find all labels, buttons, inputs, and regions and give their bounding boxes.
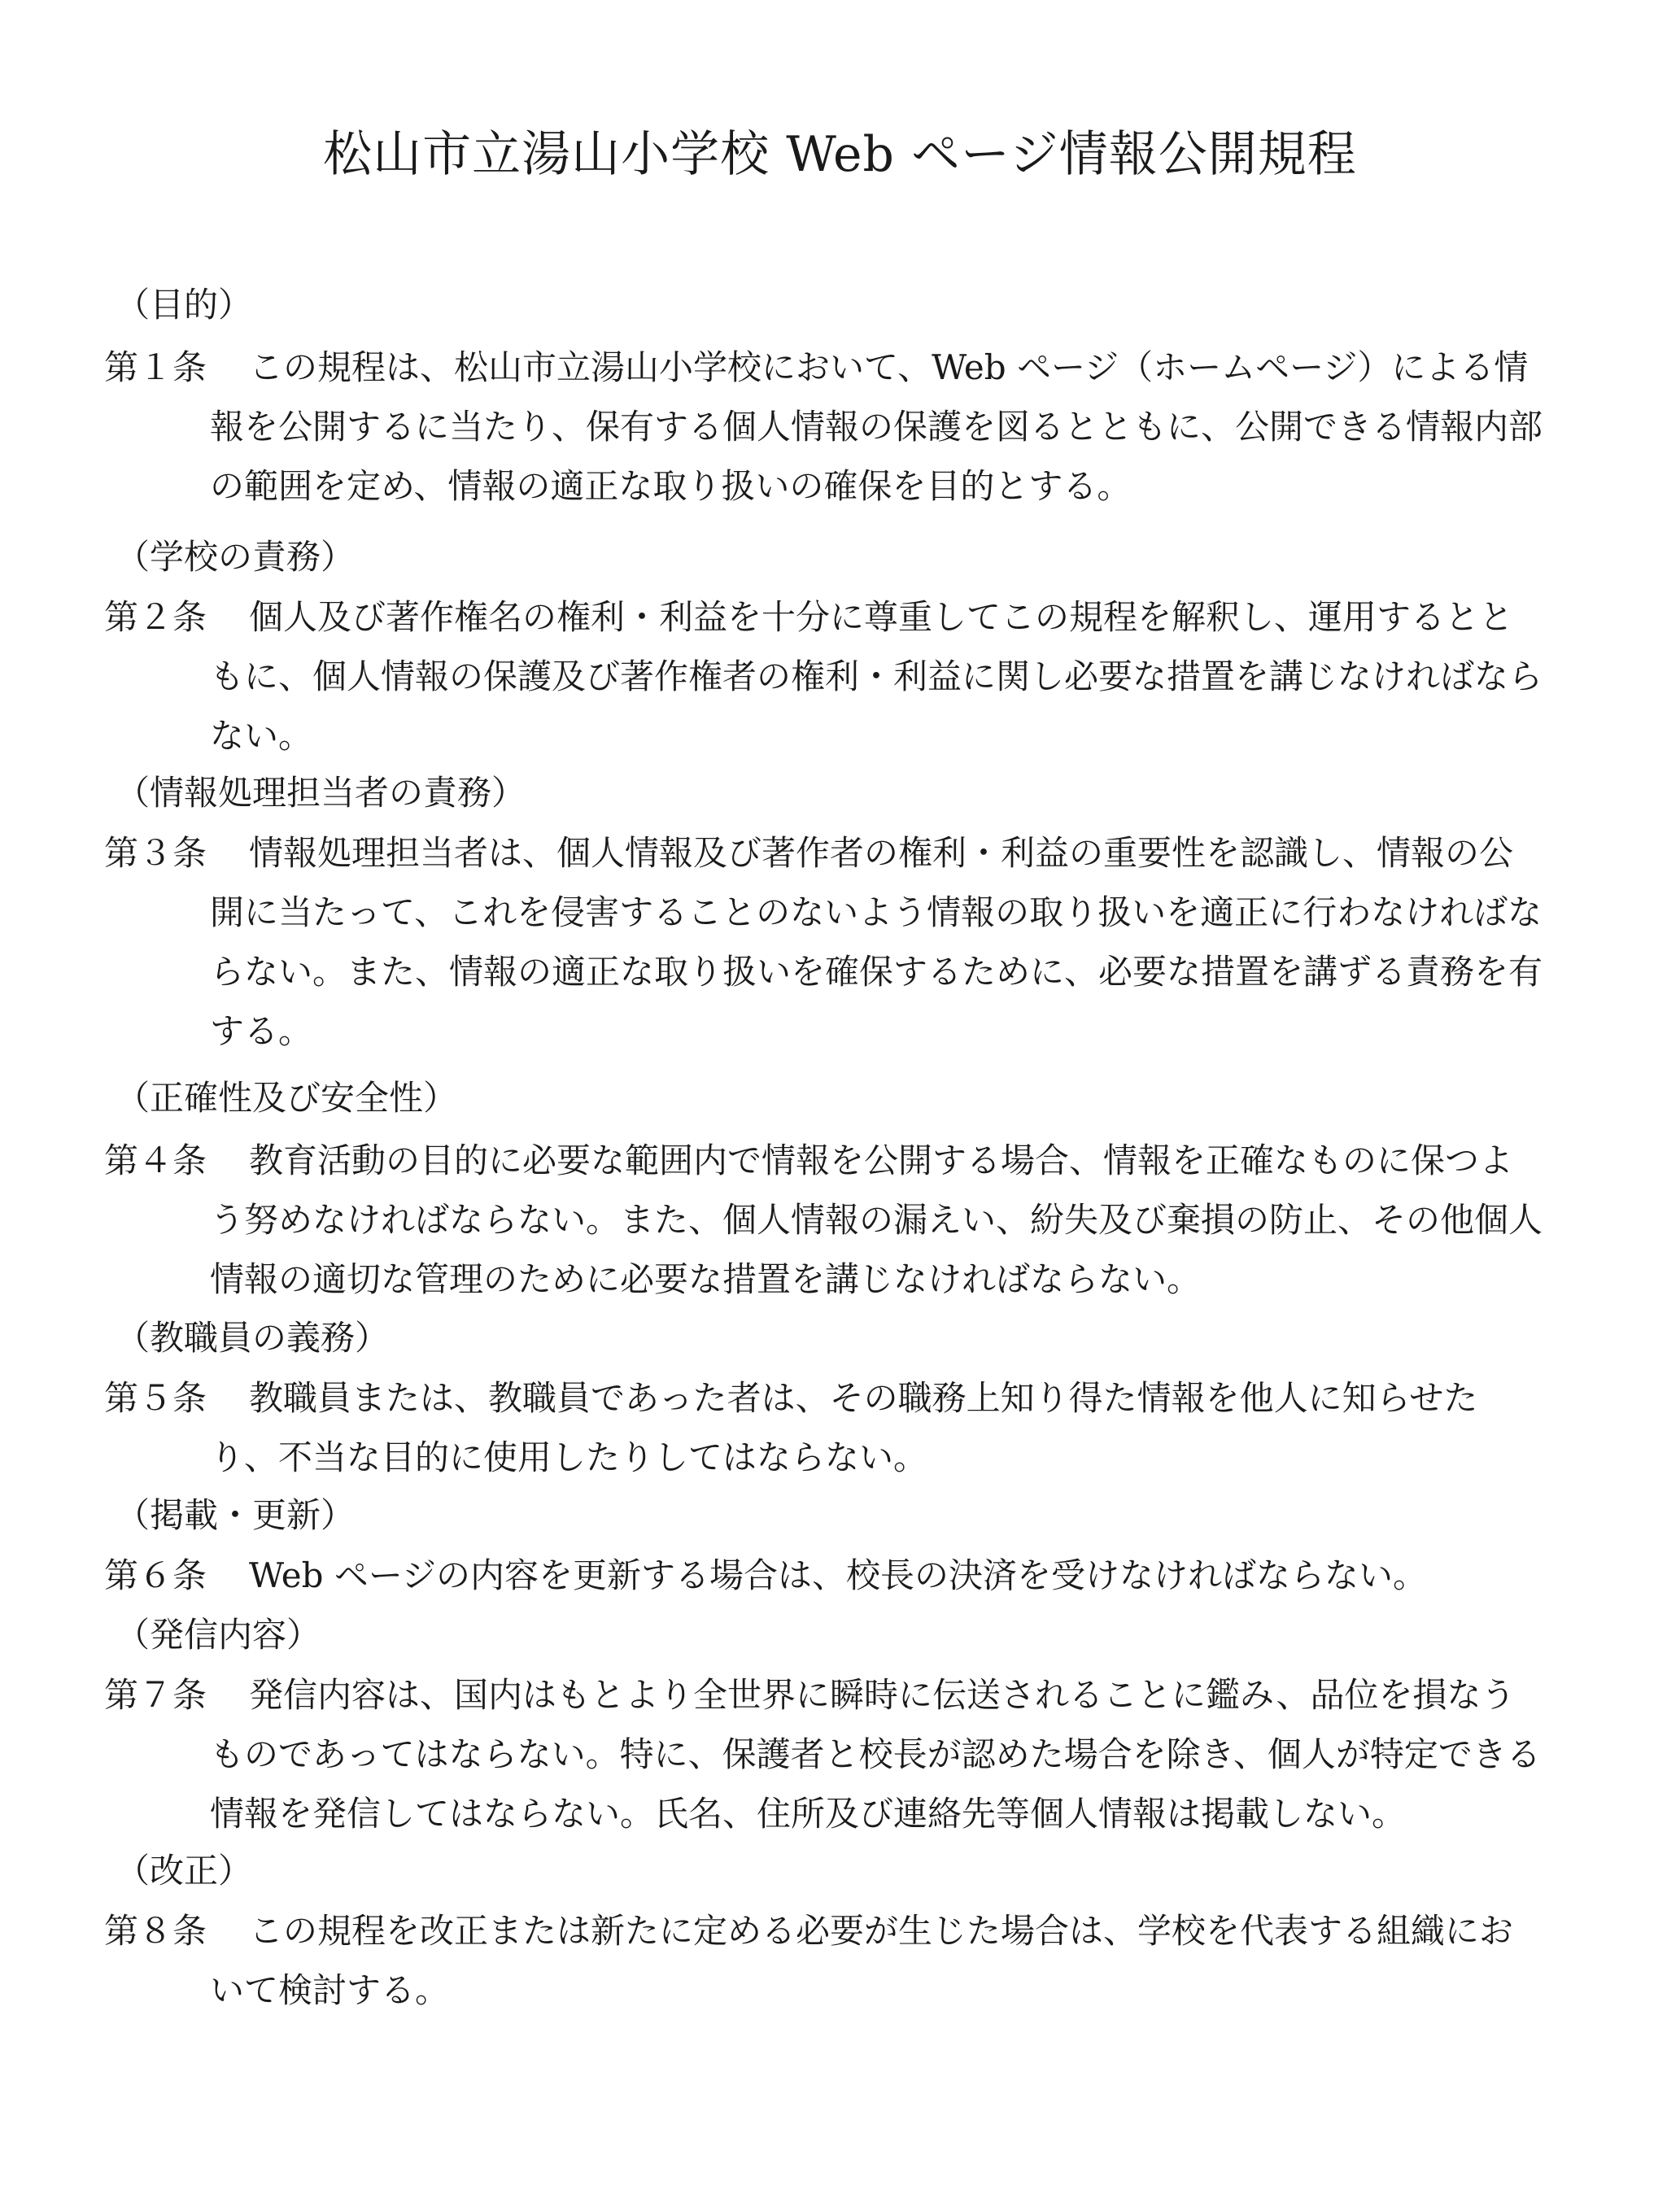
article-8-heading: （改正）	[116, 1851, 253, 1891]
article-1-text: この規程は、松山市立湯山小学校において、Web ページ（ホームページ）による情報を公開するに当たり、保有する個人情報の保護を図るとともに、公開できる情報内部の範囲を定め、情報の適正な取り扱いの確保を目的とする。	[210, 347, 1543, 506]
article-3-text: 情報処理担当者は、個人情報及び著作者の権利・利益の重要性を認識し、情報の公開に当たって、これを侵害することのないよう情報の取り扱いを適正に行わなければならない。また、情報の適正な取り扱いを確保するために、必要な措置を講ずる責務を有する。	[210, 833, 1543, 1051]
article-2-text: 個人及び著作権名の権利・利益を十分に尊重してこの規程を解釈し、運用するとともに、個人情報の保護及び著作権者の権利・利益に関し必要な措置を講じなければならない。	[210, 597, 1543, 756]
article-4-number: 第４条	[104, 1141, 207, 1180]
article-8	[104, 1901, 1544, 2020]
article-7-number: 第７条	[104, 1675, 207, 1715]
article-8-number: 第８条	[104, 1911, 207, 1951]
article-3-heading: （情報処理担当者の責務）	[116, 773, 526, 813]
article-5-text: 教職員または、教職員であった者は、その職務上知り得た情報を他人に知らせたり、不当な目的に使用したりしてはならない。	[210, 1378, 1478, 1477]
document-title: 松山市立湯山小学校 Web ページ情報公開規程	[323, 126, 1357, 183]
article-5-heading: （教職員の義務）	[116, 1318, 390, 1358]
article-7-text: 発信内容は、国内はもとより全世界に瞬時に伝送されることに鑑み、品位を損なうものであってはならない。特に、保護者と校長が認めた場合を除き、個人が特定できる情報を発信してはならない。氏名、住所及び連絡先等個人情報は掲載しない。	[210, 1675, 1541, 1834]
article-1-number: 第１条	[104, 347, 207, 387]
article-4-text: 教育活動の目的に必要な範囲内で情報を公開する場合、情報を正確なものに保つよう努めなければならない。また、個人情報の漏えい、紛失及び棄損の防止、その他個人情報の適切な管理のために必要な措置を講じなければならない。	[210, 1141, 1543, 1299]
article-7-heading: （発信内容）	[116, 1615, 321, 1655]
article-5	[104, 1368, 1544, 1487]
article-3	[104, 823, 1544, 1061]
article-5-number: 第５条	[104, 1378, 207, 1418]
article-4	[104, 1131, 1544, 1309]
article-1-heading: （目的）	[116, 285, 253, 325]
article-1	[104, 338, 1544, 516]
article-7	[104, 1665, 1544, 1843]
article-6	[104, 1546, 1544, 1605]
article-6-number: 第６条	[104, 1555, 207, 1595]
article-2-number: 第２条	[104, 597, 207, 637]
article-4-heading: （正確性及び安全性）	[116, 1078, 458, 1118]
article-3-number: 第３条	[104, 833, 207, 873]
article-2-heading: （学校の責務）	[116, 537, 356, 577]
article-2	[104, 587, 1544, 765]
article-8-text: この規程を改正または新たに定める必要が生じた場合は、学校を代表する組織において検討する。	[210, 1911, 1514, 2010]
article-6-text: Web ページの内容を更新する場合は、校長の決済を受けなければならない。	[249, 1555, 1427, 1595]
article-6-heading: （掲載・更新）	[116, 1495, 356, 1535]
